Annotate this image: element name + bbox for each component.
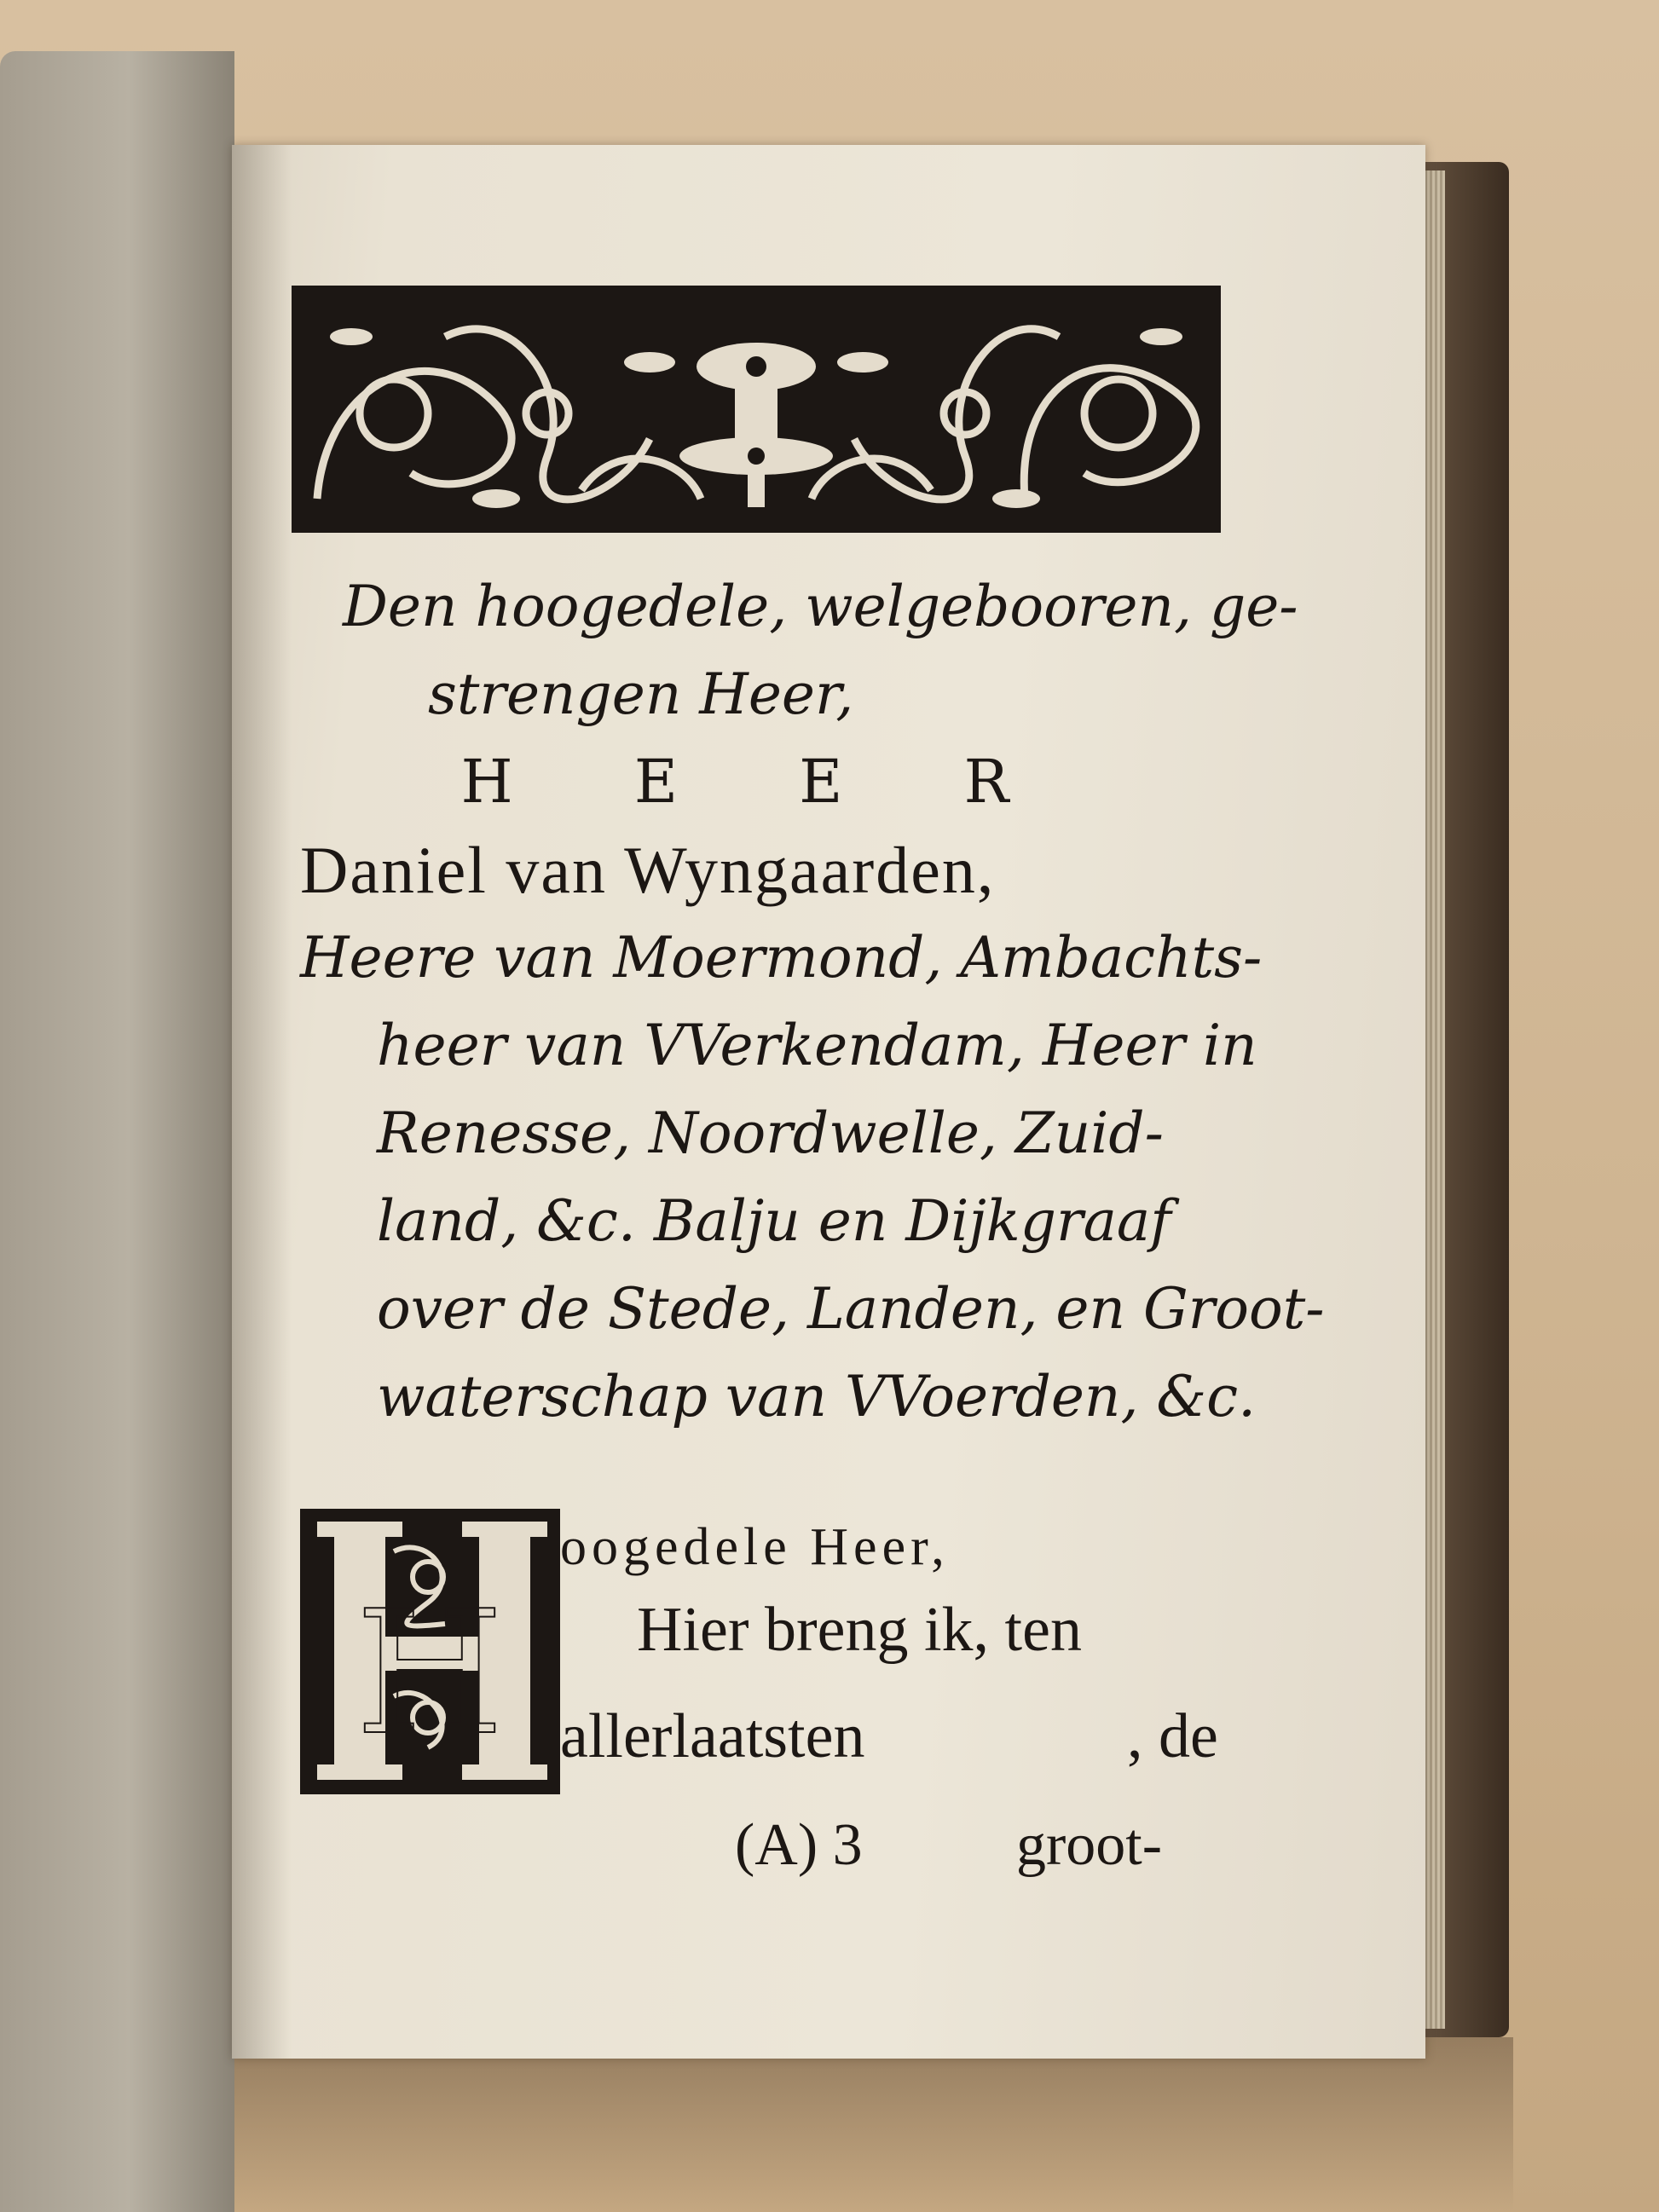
dedication-line-9: over de Stede, Landen, en Groot-: [377, 1276, 1325, 1342]
salutation: oogedele Heer,: [560, 1518, 950, 1576]
dedication-line-5: Heere van Moermond, Ambachts-: [300, 925, 1263, 990]
body-line-2-left: allerlaatsten: [560, 1701, 865, 1771]
decorated-initial: [300, 1509, 560, 1794]
footer-line: [735, 1811, 1163, 1880]
decorated-initial-icon: [300, 1509, 560, 1794]
dedication-line-8: land, &c. Balju en Dijkgraaf: [377, 1188, 1171, 1254]
left-page: [0, 51, 234, 2212]
table-shadow: [234, 2037, 1513, 2212]
dedication-title-heer: H E E R: [460, 747, 1061, 817]
catchword: groot-: [1016, 1812, 1163, 1878]
initial-letter: H: [355, 1574, 505, 1773]
signature-mark: (A) 3: [735, 1812, 863, 1878]
body-line-1: Hier breng ik, ten: [637, 1595, 1082, 1665]
dedication-name: Daniel van Wyngaarden,: [300, 833, 996, 907]
dedication-line-10: waterschap van VVoerden, &c.: [377, 1364, 1257, 1429]
dedication-text: [300, 563, 1325, 1441]
body-line-2-right: , de: [1127, 1701, 1218, 1771]
dedication-line-7: Renesse, Noordwelle, Zuid-: [377, 1100, 1164, 1166]
headpiece-ornament-icon: [292, 286, 1221, 533]
dedication-line-6: heer van VVerkendam, Heer in: [377, 1013, 1257, 1078]
gutter-shade: [232, 145, 292, 2059]
body-line-2: [560, 1701, 1218, 1773]
dedication-line-1: Den hoogedele, welgebooren, ge-: [343, 574, 1298, 639]
book-page: [232, 145, 1425, 2059]
dedication-line-2: strengen Heer,: [428, 661, 854, 727]
ornamental-headpiece: [292, 286, 1221, 533]
